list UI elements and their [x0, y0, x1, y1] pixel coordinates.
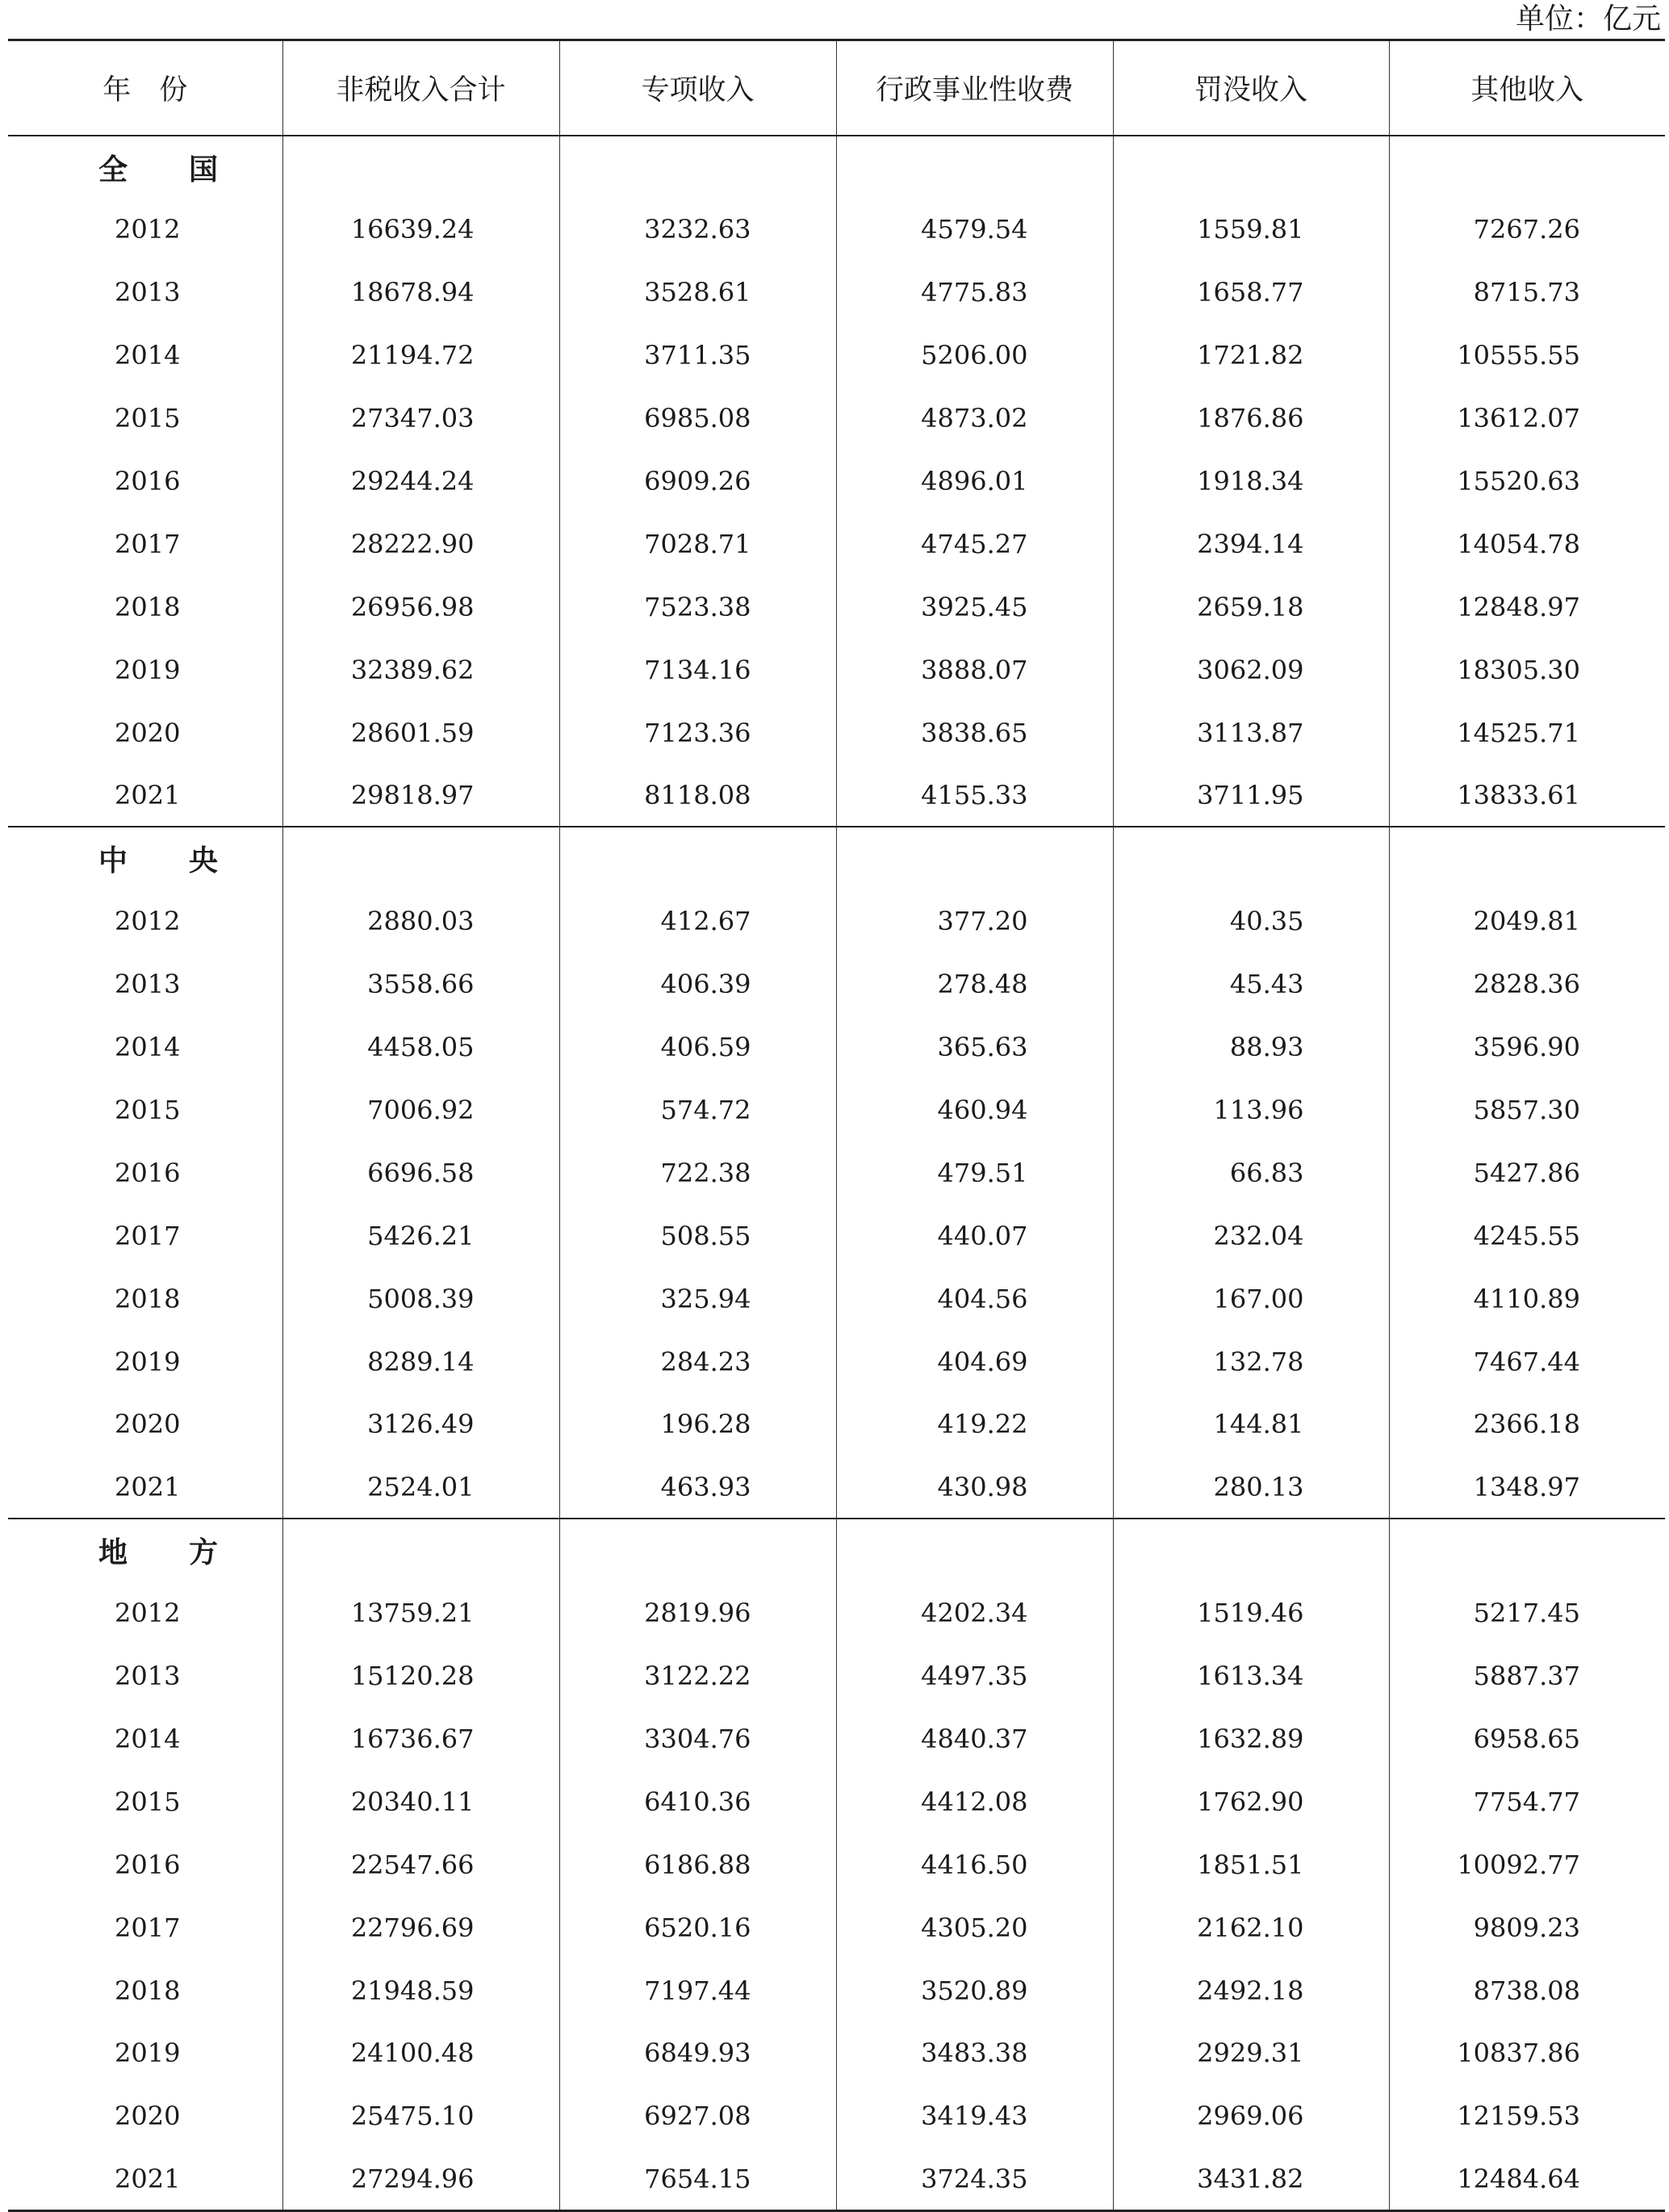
- value-cell: 40.35: [1113, 890, 1389, 953]
- year-cell: 2015: [115, 1095, 181, 1126]
- table-row: [8, 1142, 1665, 1204]
- year-cell: 2021: [115, 1471, 181, 1502]
- value-cell: 365.63: [836, 1016, 1113, 1079]
- value-cell: 66.83: [1113, 1142, 1389, 1204]
- value-cell: 1613.34: [1113, 1644, 1389, 1707]
- value-cell: 16639.24: [282, 199, 559, 262]
- year-cell: 2019: [115, 654, 181, 685]
- table-row: [8, 1079, 1665, 1142]
- year-cell: 2018: [115, 1283, 181, 1314]
- value-cell: 7467.44: [1389, 1330, 1665, 1393]
- value-cell: 508.55: [559, 1204, 836, 1267]
- non-tax-revenue-table: [8, 39, 1665, 2212]
- value-cell: 1519.46: [1113, 1581, 1389, 1644]
- year-cell: 2019: [115, 2038, 181, 2069]
- table-row: [8, 1204, 1665, 1267]
- value-cell: 4745.27: [836, 513, 1113, 576]
- column-header: 行政事业性收费: [836, 40, 1113, 136]
- value-cell: 4155.33: [836, 765, 1113, 827]
- column-header: 其他收入: [1389, 40, 1665, 136]
- value-cell: 3431.82: [1113, 2147, 1389, 2210]
- value-cell: 5887.37: [1389, 1644, 1665, 1707]
- value-cell: 132.78: [1113, 1330, 1389, 1393]
- value-cell: 12848.97: [1389, 576, 1665, 639]
- empty-cell: [1389, 136, 1665, 199]
- value-cell: 1658.77: [1113, 261, 1389, 324]
- year-cell: 2012: [115, 1598, 181, 1629]
- table-row: [8, 702, 1665, 765]
- value-cell: 4775.83: [836, 261, 1113, 324]
- table-row: [8, 1456, 1665, 1519]
- value-cell: 574.72: [559, 1079, 836, 1142]
- section-header-row: [8, 827, 1665, 890]
- value-cell: 4245.55: [1389, 1204, 1665, 1267]
- year-cell: 2021: [115, 779, 181, 811]
- value-cell: 4202.34: [836, 1581, 1113, 1644]
- value-cell: 5206.00: [836, 324, 1113, 387]
- value-cell: 7197.44: [559, 1959, 836, 2022]
- value-cell: 7523.38: [559, 576, 836, 639]
- empty-cell: [559, 136, 836, 199]
- value-cell: 2819.96: [559, 1581, 836, 1644]
- value-cell: 4412.08: [836, 1770, 1113, 1833]
- header-row: [8, 40, 1665, 136]
- value-cell: 6985.08: [559, 387, 836, 450]
- value-cell: 2880.03: [282, 890, 559, 953]
- value-cell: 404.56: [836, 1267, 1113, 1330]
- value-cell: 412.67: [559, 890, 836, 953]
- empty-cell: [836, 827, 1113, 890]
- value-cell: 5217.45: [1389, 1581, 1665, 1644]
- table-row: [8, 1267, 1665, 1330]
- year-cell: 2012: [115, 214, 181, 245]
- value-cell: 1762.90: [1113, 1770, 1389, 1833]
- empty-cell: [282, 827, 559, 890]
- value-cell: 406.59: [559, 1016, 836, 1079]
- value-cell: 27294.96: [282, 2147, 559, 2210]
- table-row: [8, 199, 1665, 262]
- table-row: [8, 513, 1665, 576]
- value-cell: 24100.48: [282, 2022, 559, 2085]
- empty-cell: [559, 1519, 836, 1581]
- year-cell: 2013: [115, 1661, 181, 1692]
- value-cell: 8715.73: [1389, 261, 1665, 324]
- value-cell: 15120.28: [282, 1644, 559, 1707]
- value-cell: 2828.36: [1389, 953, 1665, 1016]
- empty-cell: [836, 136, 1113, 199]
- value-cell: 2049.81: [1389, 890, 1665, 953]
- empty-cell: [836, 1519, 1113, 1581]
- value-cell: 5008.39: [282, 1267, 559, 1330]
- value-cell: 88.93: [1113, 1016, 1389, 1079]
- value-cell: 3122.22: [559, 1644, 836, 1707]
- value-cell: 28222.90: [282, 513, 559, 576]
- value-cell: 284.23: [559, 1330, 836, 1393]
- value-cell: 1348.97: [1389, 1456, 1665, 1519]
- value-cell: 10092.77: [1389, 1833, 1665, 1896]
- empty-cell: [1113, 1519, 1389, 1581]
- table-row: [8, 890, 1665, 953]
- table-row: [8, 1770, 1665, 1833]
- year-cell: 2016: [115, 1157, 181, 1188]
- value-cell: 2524.01: [282, 1456, 559, 1519]
- table-row: [8, 1393, 1665, 1456]
- value-cell: 7654.15: [559, 2147, 836, 2210]
- value-cell: 722.38: [559, 1142, 836, 1204]
- empty-cell: [1389, 827, 1665, 890]
- value-cell: 1559.81: [1113, 199, 1389, 262]
- value-cell: 430.98: [836, 1456, 1113, 1519]
- table-row: [8, 1016, 1665, 1079]
- value-cell: 7028.71: [559, 513, 836, 576]
- table-row: [8, 1959, 1665, 2022]
- value-cell: 4896.01: [836, 450, 1113, 513]
- value-cell: 2492.18: [1113, 1959, 1389, 2022]
- value-cell: 4579.54: [836, 199, 1113, 262]
- value-cell: 15520.63: [1389, 450, 1665, 513]
- value-cell: 3838.65: [836, 702, 1113, 765]
- section-label: 地 方: [8, 1519, 282, 1581]
- value-cell: 5857.30: [1389, 1079, 1665, 1142]
- value-cell: 27347.03: [282, 387, 559, 450]
- year-cell: 2015: [115, 403, 181, 434]
- value-cell: 29244.24: [282, 450, 559, 513]
- value-cell: 4416.50: [836, 1833, 1113, 1896]
- value-cell: 3304.76: [559, 1707, 836, 1770]
- value-cell: 6927.08: [559, 2084, 836, 2147]
- value-cell: 479.51: [836, 1142, 1113, 1204]
- value-cell: 3925.45: [836, 576, 1113, 639]
- value-cell: 3724.35: [836, 2147, 1113, 2210]
- value-cell: 1918.34: [1113, 450, 1389, 513]
- value-cell: 20340.11: [282, 1770, 559, 1833]
- section-label: 中 央: [8, 827, 282, 890]
- value-cell: 21948.59: [282, 1959, 559, 2022]
- value-cell: 419.22: [836, 1393, 1113, 1456]
- value-cell: 1632.89: [1113, 1707, 1389, 1770]
- value-cell: 3528.61: [559, 261, 836, 324]
- table-row: [8, 1330, 1665, 1393]
- value-cell: 278.48: [836, 953, 1113, 1016]
- value-cell: 167.00: [1113, 1267, 1389, 1330]
- value-cell: 232.04: [1113, 1204, 1389, 1267]
- table-row: [8, 765, 1665, 827]
- value-cell: 22796.69: [282, 1896, 559, 1959]
- value-cell: 14525.71: [1389, 702, 1665, 765]
- table-row: [8, 450, 1665, 513]
- value-cell: 2659.18: [1113, 576, 1389, 639]
- empty-cell: [1113, 827, 1389, 890]
- value-cell: 144.81: [1113, 1393, 1389, 1456]
- table-row: [8, 387, 1665, 450]
- value-cell: 13759.21: [282, 1581, 559, 1644]
- table-row: [8, 324, 1665, 387]
- value-cell: 4305.20: [836, 1896, 1113, 1959]
- value-cell: 2969.06: [1113, 2084, 1389, 2147]
- value-cell: 13612.07: [1389, 387, 1665, 450]
- value-cell: 3232.63: [559, 199, 836, 262]
- value-cell: 440.07: [836, 1204, 1113, 1267]
- value-cell: 8289.14: [282, 1330, 559, 1393]
- value-cell: 7134.16: [559, 639, 836, 702]
- value-cell: 6849.93: [559, 2022, 836, 2085]
- value-cell: 4840.37: [836, 1707, 1113, 1770]
- value-cell: 28601.59: [282, 702, 559, 765]
- year-cell: 2012: [115, 906, 181, 937]
- value-cell: 10555.55: [1389, 324, 1665, 387]
- value-cell: 6909.26: [559, 450, 836, 513]
- value-cell: 45.43: [1113, 953, 1389, 1016]
- column-header: 专项收入: [559, 40, 836, 136]
- value-cell: 2929.31: [1113, 2022, 1389, 2085]
- value-cell: 4873.02: [836, 387, 1113, 450]
- value-cell: 3558.66: [282, 953, 559, 1016]
- table-row: [8, 953, 1665, 1016]
- section-header-row: [8, 1519, 1665, 1581]
- column-header: 年 份: [8, 40, 282, 136]
- empty-cell: [282, 1519, 559, 1581]
- value-cell: 26956.98: [282, 576, 559, 639]
- section-label: 全 国: [98, 153, 235, 186]
- table-row: [8, 261, 1665, 324]
- value-cell: 7267.26: [1389, 199, 1665, 262]
- year-cell: 2020: [115, 1409, 181, 1440]
- value-cell: 2394.14: [1113, 513, 1389, 576]
- year-cell: 2020: [115, 717, 181, 748]
- year-cell: 2015: [115, 1786, 181, 1817]
- table-row: [8, 639, 1665, 702]
- year-cell: 2018: [115, 1975, 181, 2006]
- value-cell: 404.69: [836, 1330, 1113, 1393]
- column-header: 非税收入合计: [282, 40, 559, 136]
- value-cell: 3888.07: [836, 639, 1113, 702]
- table-row: [8, 2147, 1665, 2210]
- value-cell: 5427.86: [1389, 1142, 1665, 1204]
- value-cell: 406.39: [559, 953, 836, 1016]
- value-cell: 6410.36: [559, 1770, 836, 1833]
- empty-cell: [1389, 1519, 1665, 1581]
- empty-cell: [1113, 136, 1389, 199]
- value-cell: 7123.36: [559, 702, 836, 765]
- value-cell: 16736.67: [282, 1707, 559, 1770]
- value-cell: 377.20: [836, 890, 1113, 953]
- value-cell: 6186.88: [559, 1833, 836, 1896]
- table-row: [8, 1644, 1665, 1707]
- empty-cell: [282, 136, 559, 199]
- value-cell: 12484.64: [1389, 2147, 1665, 2210]
- value-cell: 6520.16: [559, 1896, 836, 1959]
- unit-label: 单位：亿元: [1515, 2, 1661, 36]
- value-cell: 4458.05: [282, 1016, 559, 1079]
- value-cell: 2366.18: [1389, 1393, 1665, 1456]
- value-cell: 3711.35: [559, 324, 836, 387]
- year-cell: 2013: [115, 969, 181, 1000]
- year-cell: 2016: [115, 1849, 181, 1880]
- year-cell: 2017: [115, 528, 181, 559]
- year-cell: 2018: [115, 591, 181, 622]
- value-cell: 3483.38: [836, 2022, 1113, 2085]
- year-cell: 2014: [115, 1032, 181, 1063]
- value-cell: 4497.35: [836, 1644, 1113, 1707]
- value-cell: 8738.08: [1389, 1959, 1665, 2022]
- value-cell: 113.96: [1113, 1079, 1389, 1142]
- year-cell: 2017: [115, 1220, 181, 1251]
- empty-cell: [559, 827, 836, 890]
- value-cell: 3062.09: [1113, 639, 1389, 702]
- value-cell: 22547.66: [282, 1833, 559, 1896]
- year-cell: 2019: [115, 1346, 181, 1377]
- value-cell: 9809.23: [1389, 1896, 1665, 1959]
- year-cell: 2017: [115, 1912, 181, 1943]
- year-cell: 2021: [8, 2147, 282, 2210]
- year-cell: 2020: [115, 2101, 181, 2132]
- value-cell: 21194.72: [282, 324, 559, 387]
- value-cell: 18678.94: [282, 261, 559, 324]
- value-cell: 10837.86: [1389, 2022, 1665, 2085]
- value-cell: 29818.97: [282, 765, 559, 827]
- section-header-row: [8, 136, 1665, 199]
- value-cell: 1876.86: [1113, 387, 1389, 450]
- table-row: [8, 2084, 1665, 2147]
- value-cell: 280.13: [1113, 1456, 1389, 1519]
- value-cell: 3419.43: [836, 2084, 1113, 2147]
- value-cell: 3520.89: [836, 1959, 1113, 2022]
- value-cell: 463.93: [559, 1456, 836, 1519]
- value-cell: 7006.92: [282, 1079, 559, 1142]
- table-row: [8, 2022, 1665, 2085]
- column-header: 罚没收入: [1113, 40, 1389, 136]
- value-cell: 32389.62: [282, 639, 559, 702]
- table-row: [8, 1833, 1665, 1896]
- value-cell: 25475.10: [282, 2084, 559, 2147]
- value-cell: 6696.58: [282, 1142, 559, 1204]
- value-cell: 8118.08: [559, 765, 836, 827]
- table-row: [8, 1707, 1665, 1770]
- table-body: [8, 136, 1665, 2211]
- value-cell: 3126.49: [282, 1393, 559, 1456]
- value-cell: 4110.89: [1389, 1267, 1665, 1330]
- year-cell: 2014: [115, 340, 181, 371]
- value-cell: 13833.61: [1389, 765, 1665, 827]
- value-cell: 2162.10: [1113, 1896, 1389, 1959]
- table-row: [8, 1581, 1665, 1644]
- value-cell: 3711.95: [1113, 765, 1389, 827]
- value-cell: 18305.30: [1389, 639, 1665, 702]
- table-row: [8, 576, 1665, 639]
- value-cell: 3596.90: [1389, 1016, 1665, 1079]
- year-cell: 2014: [115, 1724, 181, 1755]
- value-cell: 3113.87: [1113, 702, 1389, 765]
- value-cell: 12159.53: [1389, 2084, 1665, 2147]
- value-cell: 460.94: [836, 1079, 1113, 1142]
- value-cell: 5426.21: [282, 1204, 559, 1267]
- value-cell: 1851.51: [1113, 1833, 1389, 1896]
- value-cell: 14054.78: [1389, 513, 1665, 576]
- value-cell: 6958.65: [1389, 1707, 1665, 1770]
- value-cell: 196.28: [559, 1393, 836, 1456]
- year-cell: 2013: [115, 277, 181, 308]
- year-cell: 2016: [115, 466, 181, 496]
- value-cell: 1721.82: [1113, 324, 1389, 387]
- value-cell: 7754.77: [1389, 1770, 1665, 1833]
- table-row: [8, 1896, 1665, 1959]
- value-cell: 325.94: [559, 1267, 836, 1330]
